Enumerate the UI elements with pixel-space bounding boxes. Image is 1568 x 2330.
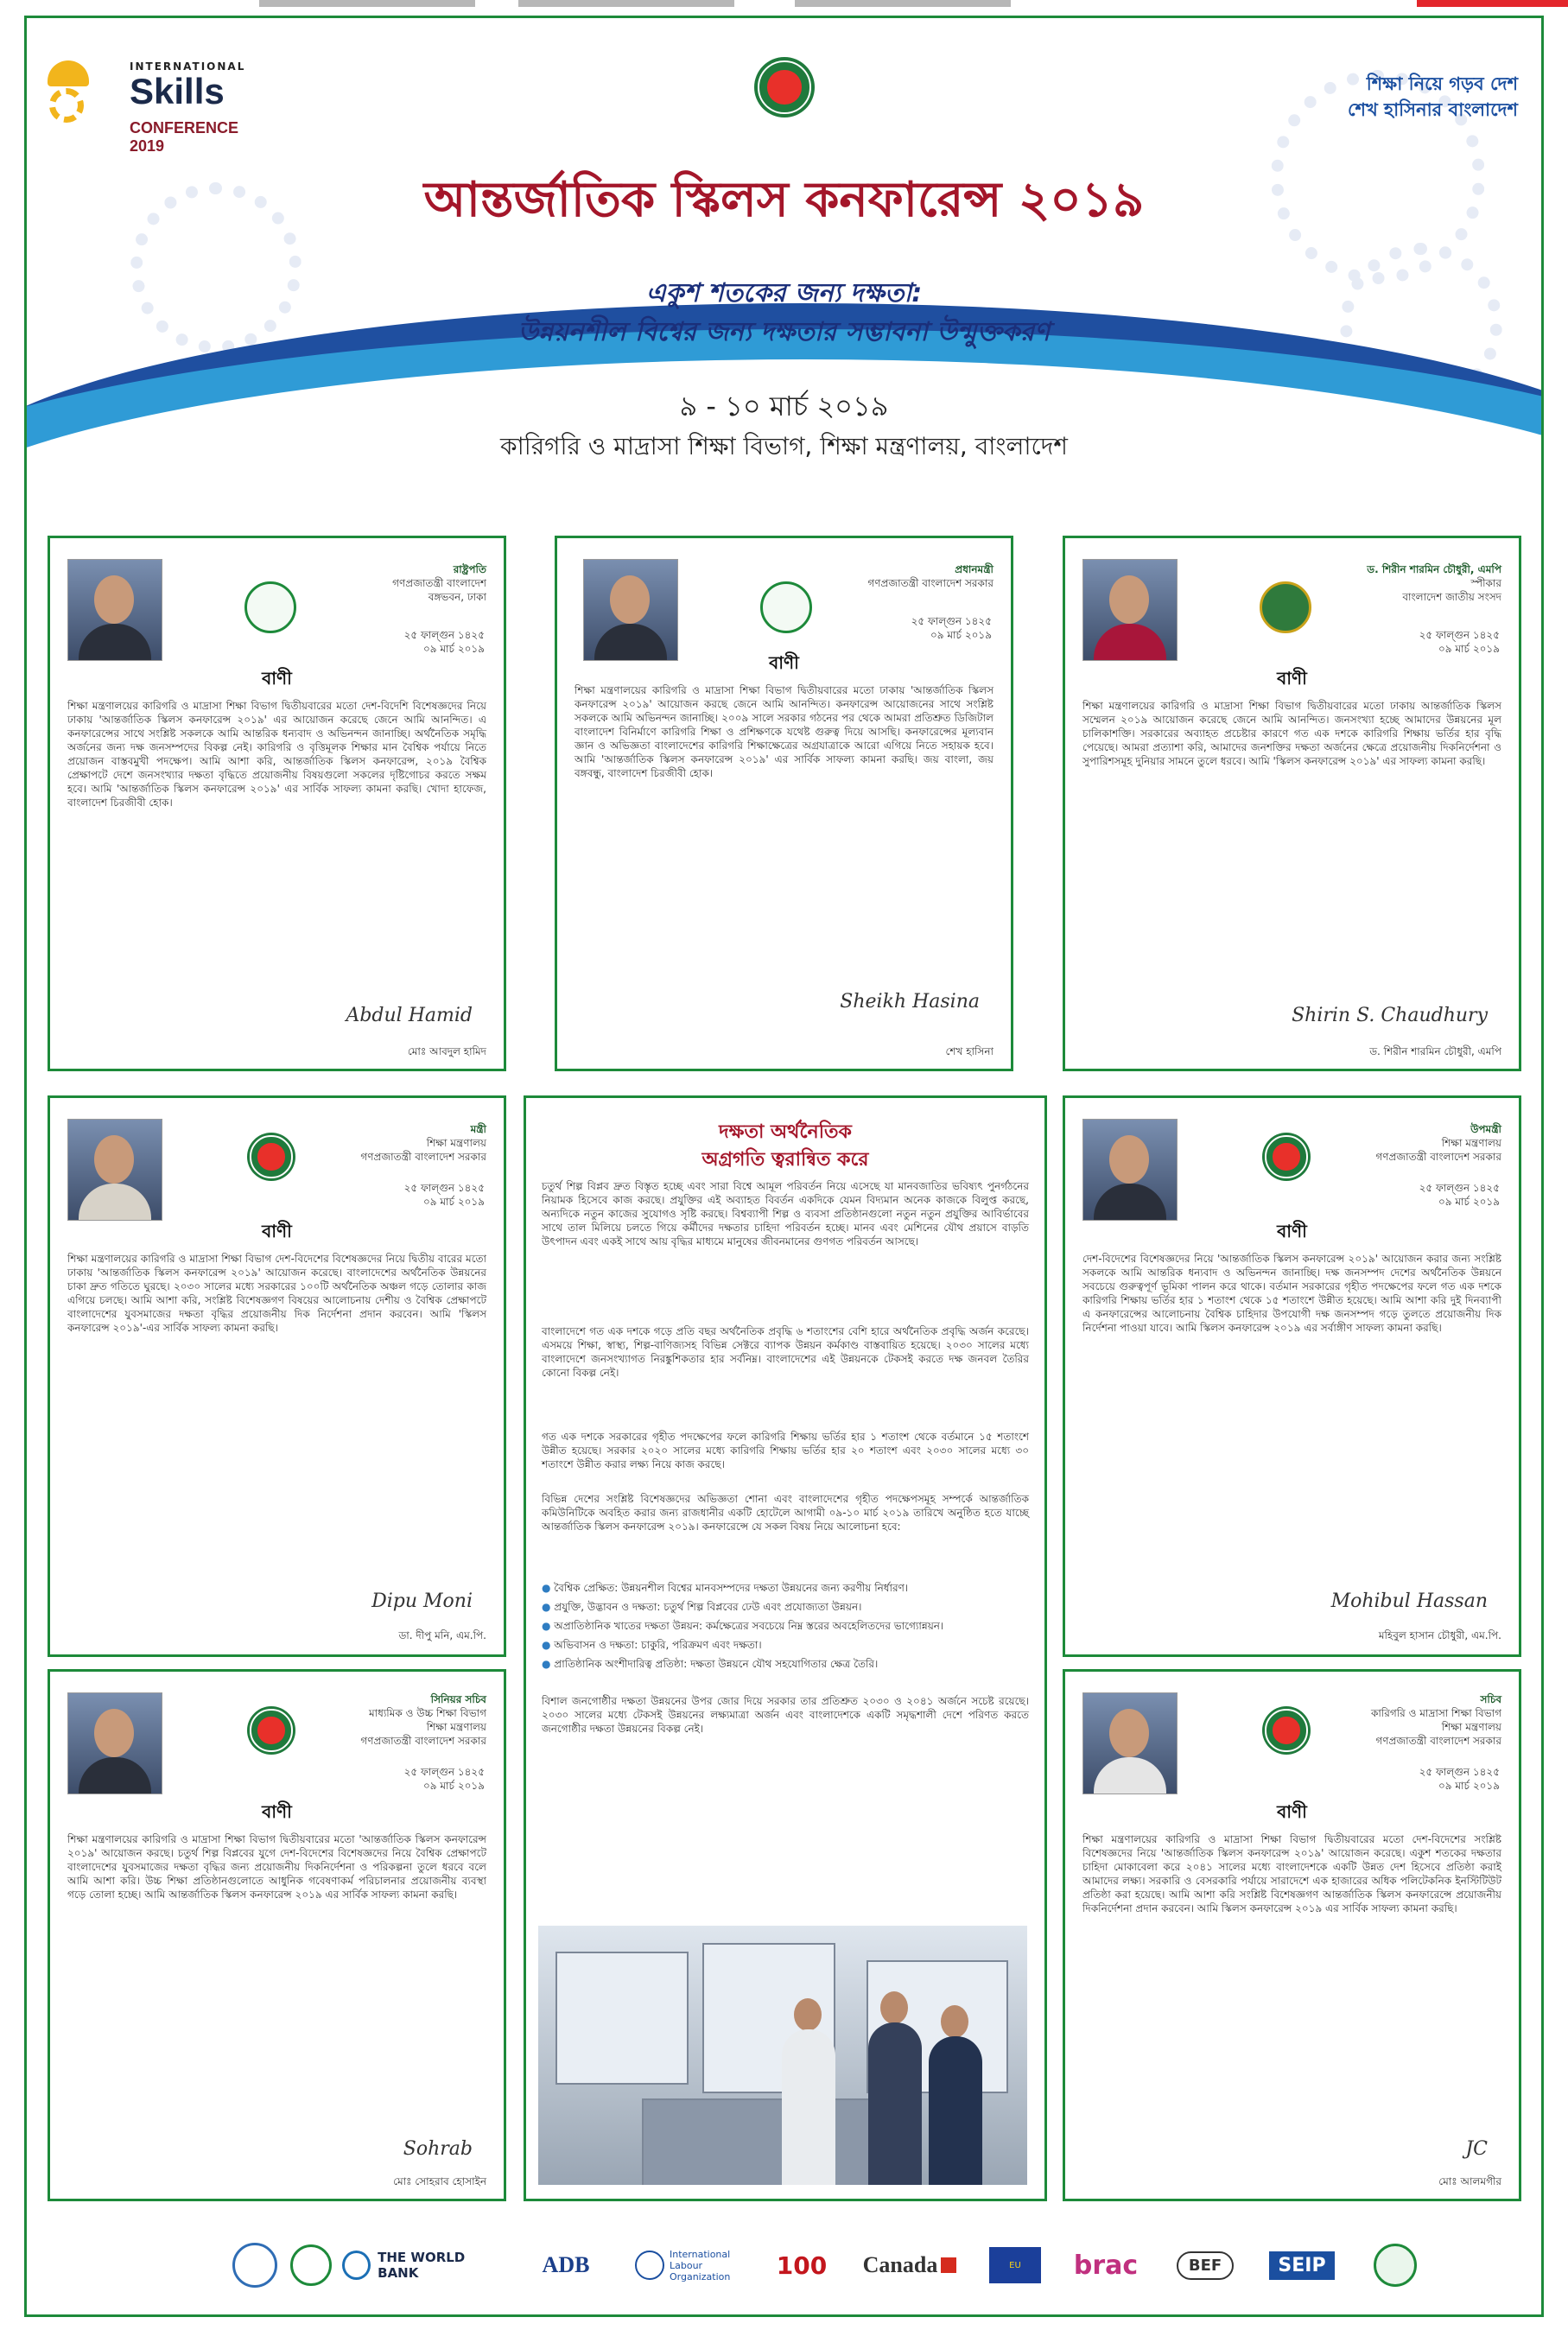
message-card-prime-minister: [555, 536, 1013, 1071]
role-block: প্রধানমন্ত্রী গণপ্রজাতন্ত্রী বাংলাদেশ সরকার: [867, 563, 993, 589]
message-heading: বাণী: [1277, 1801, 1307, 1822]
footer-logo-world-bank: THE WORLD BANK: [342, 2241, 506, 2289]
signature: Dipu Moni: [371, 1590, 473, 1612]
subtitle-line-2: উন্নয়নশীল বিশ্বের জন্য দক্ষতার সম্ভাবনা উন্মুক্তকরণ: [517, 317, 1051, 347]
signature: Sheikh Hasina: [840, 991, 980, 1013]
message-body: শিক্ষা মন্ত্রণালয়ের কারিগরি ও মাদ্রাসা শিক্ষা বিভাগ দ্বিতীয়বারের মতো দেশ-বিদেশি বিশেষজ্ঞদের নিয়ে ঢাকায় 'আন্তর্জাতিক স্কিলস কনফারেন্স ২০১৯' এর আয়োজন করেছে জেনে আমি আনন্দিত। এ কনফারেন্সের সাথে সংশ্লিষ্ট সকলকে আমি আন্তরিক ধন্যবাদ ও অভিনন্দন জানাচ্ছি। অর্থনৈতিক সমৃদ্ধি অর্জনের জন্য দক্ষ জনসম্পদের বিকল্প নেই। কারিগরি ও বৃত্তিমূলক শিক্ষার মান বৈশ্বিক পর্যায়ে নিতে প্রয়োজন বাস্তবমুখী পদক্ষেপ। আমি আশা করি, আন্তর্জাতিক স্কিলস কনফারেন্স, ২০১৯ বৈশ্বিক প্রেক্ষাপটে দেশে জনসংখ্যার দক্ষতা বৃদ্ধিতে প্রয়োজনীয় বিষয়গুলো সকলের দৃষ্টিগোচর করতে সক্ষম হবে। আমি 'আন্তর্জাতিক স্কিলস কনফারেন্স ২০১৯' এর সার্বিক সাফল্য কামনা করছি। খোদা হাফেজ, বাংলাদেশ চিরজীবী হোক।: [67, 700, 486, 809]
globe-icon: [342, 2251, 371, 2280]
footer-logo-emblem-1: [225, 2241, 285, 2289]
message-date: ২৫ ফাল্গুন ১৪২৫ ০৯ মার্চ ২০১৯: [1419, 629, 1500, 655]
portrait-photo: [1082, 1119, 1178, 1221]
center-article: [524, 1095, 1047, 2201]
signatory-name: ডা. দীপু মনি, এম.পি.: [398, 1629, 486, 1641]
message-date: ২৫ ফাল্গুন ১৪২৫ ০৯ মার্চ ২০১৯: [403, 1766, 485, 1792]
top-strip: [0, 0, 1568, 7]
message-date: ২৫ ফাল্গুন ১৪২৫ ০৯ মার্চ ২০১৯: [403, 1182, 485, 1208]
organizer: কারিগরি ও মাদ্রাসা শিক্ষা বিভাগ, শিক্ষা মন্ত্রণালয়, বাংলাদেশ: [500, 432, 1068, 460]
message-heading: বাণী: [262, 668, 292, 689]
gear-icon: [49, 88, 84, 123]
role-block: সচিব কারিগরি ও মাদ্রাসা শিক্ষা বিভাগ শিক্ষা মন্ত্রণালয় গণপ্রজাতন্ত্রী বাংলাদেশ সরকার: [1370, 1693, 1501, 1747]
list-item: ● অপ্রাতিষ্ঠানিক খাতের দক্ষতা উন্নয়ন: কর্মক্ষেত্রের সবচেয়ে নিম্ন স্তরের অবহেলিতদের ভাগ্যোন্নয়ন।: [542, 1616, 1029, 1635]
list-item: ● বৈশ্বিক প্রেক্ষিত: উন্নয়নশীল বিশ্বের মানবসম্পদের দক্ষতা উন্নয়নের জন্য করণীয় নির্ধারণ।: [542, 1578, 1029, 1597]
article-para-3: গত এক দশকে সরকারের গৃহীত পদক্ষেপের ফলে কারিগরি শিক্ষায় ভর্তির হার ১ শতাংশ থেকে বর্তমানে ১৫ শতাংশে উন্নীত হয়েছে। সরকার ২০২০ সালের মধ্যে কারিগরি শিক্ষায় ভর্তির হার ২০ শতাংশ এবং ২০৩০ সালের মধ্যে ৩০ শতাংশে উন্নীত করার লক্ষ্য নিয়ে কাজ করছে।: [542, 1431, 1029, 1470]
message-date: ২৫ ফাল্গুন ১৪২৫ ০৯ মার্চ ২০১৯: [1419, 1766, 1500, 1792]
message-heading: বাণী: [1277, 668, 1307, 689]
footer-logo-canada: Canada: [845, 2241, 974, 2289]
portrait-photo: [67, 559, 162, 661]
message-heading: বাণী: [1277, 1221, 1307, 1241]
signature: Mohibul Hassan: [1330, 1590, 1488, 1612]
signature: Abdul Hamid: [346, 1005, 473, 1026]
government-seal-icon: [247, 1706, 295, 1755]
emblem-icon: [244, 581, 296, 633]
message-card-deputy-minister: [1063, 1095, 1521, 1657]
signatory-name: ড. শিরীন শারমিন চৌধুরী, এমপি: [1369, 1045, 1501, 1057]
message-date: ২৫ ফাল্গুন ১৪২৫ ০৯ মার্চ ২০১৯: [1419, 1182, 1500, 1208]
footer-logo-ilo-100: 100: [776, 2251, 828, 2280]
list-item: ● প্রাতিষ্ঠানিক অংশীদারিত্ব প্রতিষ্ঠা: দক্ষতা উন্নয়নে যৌথ সহযোগিতার ক্ষেত্র তৈরি।: [542, 1654, 1029, 1673]
message-body: শিক্ষা মন্ত্রণালয়ের কারিগরি ও মাদ্রাসা শিক্ষা বিভাগ দ্বিতীয়বারের মতো ঢাকায় আন্তর্জাতিক স্কিলস সম্মেলন ২০১৯ আয়োজন করেছে জেনে আমি আনন্দিত। জনসংখ্যা হচ্ছে আমাদের উন্নয়নের মূল চালিকাশক্তি। সরকারের অব্যাহত প্রচেষ্টার কারণে গত এক দশকে কারিগরি শিক্ষায় ভর্তির হার বৃদ্ধি পেয়েছে। আমরা প্রত্যাশা করি, আমাদের জনশক্তির দক্ষতা অর্জনের ক্ষেত্রে প্রয়োজনীয় দিকনির্দেশনা ও সুপারিশসমূহ দুনিয়ার সামনে তুলে ধরবে। আমি 'স্কিলস কনফারেন্স ২০১৯' এর সাফল্য কামনা করছি।: [1082, 700, 1501, 767]
message-body: শিক্ষা মন্ত্রণালয়ের কারিগরি ও মাদ্রাসা শিক্ষা বিভাগ দ্বিতীয়বারের মতো দেশ-বিদেশের সংশ্লিষ্ট বিশেষজ্ঞদের নিয়ে 'আন্তর্জাতিক স্কিলস কনফারেন্স ২০১৯' আয়োজন করেছে। একুশ শতকের দক্ষতার চাহিদা মোকাবেলা করে ২০৪১ সালের মধ্যে বাংলাদেশকে একটি উন্নত দেশ হিসেবে প্রতিষ্ঠা করাই আমাদের লক্ষ্য। সরকারি ও বেসরকারি পর্যায়ে সারাদেশে এক হাজারের অধিক পলিটেকনিক ইনস্টিটিউট প্রতিষ্ঠা করা হয়েছে। আমি আশা করি সংশ্লিষ্ট বিশেষজ্ঞগণ আন্তর্জাতিক স্কিলস কনফারেন্সে প্রয়োজনীয় দিকনির্দেশনা প্রদান করবেন। আমি স্কিলস কনফারেন্স ২০১৯ এর সার্বিক সাফল্য কামনা করছি।: [1082, 1833, 1501, 1914]
footer-logo-emblem-4: [1365, 2241, 1425, 2289]
signatory-name: মোঃ সোহরাব হোসাইন: [393, 2175, 486, 2187]
role-block: সিনিয়র সচিব মাধ্যমিক ও উচ্চ শিক্ষা বিভাগ শিক্ষা মন্ত্রণালয় গণপ্রজাতন্ত্রী বাংলাদেশ সরকার: [360, 1693, 486, 1747]
article-para-2: বাংলাদেশে গত এক দশকে গড়ে প্রতি বছর অর্থনৈতিক প্রবৃদ্ধি ৬ শতাংশের বেশি হারে অর্থনৈতিক প্রবৃদ্ধি অর্জন করেছে। এসময়ে শিক্ষা, স্বাস্থ্য, শিল্প-বাণিজ্যসহ বিভিন্ন সেক্টরে ব্যাপক উন্নয়ন কর্মকাণ্ড বাস্তবায়িত হয়েছে। ২০৩০ সালের মধ্যে বাংলাদেশে জনসংখ্যাগত নিরঙ্কুশিকতার হার সর্বনিম্ন। বাংলাদেশের এই উন্নয়নকে টেকসই করতে দক্ষ জনবল তৈরির কোনো বিকল্প নেই।: [542, 1325, 1029, 1379]
message-body: শিক্ষা মন্ত্রণালয়ের কারিগরি ও মাদ্রাসা শিক্ষা বিভাগ দ্বিতীয়বারের মতো 'আন্তর্জাতিক স্কিলস কনফারেন্স ২০১৯' আয়োজন করছে। চতুর্থ শিল্প বিপ্লবের যুগে দেশ-বিদেশের বিশেষজ্ঞদের নিয়ে বৈশ্বিক প্রেক্ষাপটে বাংলাদেশের যুবসমাজের দক্ষতা বৃদ্ধির জন্য প্রয়োজনীয় দিকনির্দেশনা ও পরিকল্পনা তুলে ধরবে বলে আমি আশা করি। উচ্চ শিক্ষা প্রতিষ্ঠানগুলোতে আধুনিক গবেষণাকর্ম পরিচালনার প্রয়োজনীয় ব্যবস্থা গড়ে তোলা হচ্ছে। আমি আন্তর্জাতিক স্কিলস কনফারেন্স ২০১৯ এর সার্বিক সাফল্য কামনা করছি।: [67, 1833, 486, 1901]
message-heading: বাণী: [769, 652, 799, 673]
emblem-icon: [1260, 581, 1311, 633]
footer-logo-ilo: International Labour Organization: [622, 2241, 760, 2289]
article-para-4: বিভিন্ন দেশের সংশ্লিষ্ট বিশেষজ্ঞদের অভিজ্ঞতা শোনা এবং বাংলাদেশের গৃহীত পদক্ষেপসমূহ সম্পর্কে আন্তর্জাতিক কমিউনিটিকে অবহিত করার জন্য রাজধানীর একটি হোটেলে আগামী ০৯-১০ মার্চ ২০১৯ তারিখে অনুষ্ঠিত হতে যাচ্ছে আন্তর্জাতিক স্কিলস কনফারেন্স ২০১৯। কনফারেন্সে যে সকল বিষয় নিয়ে আলোচনা হবে:: [542, 1493, 1029, 1533]
government-seal-icon: [1262, 1133, 1311, 1181]
signatory-name: মহিবুল হাসান চৌধুরী, এম.পি.: [1378, 1629, 1501, 1641]
government-seal-icon: [754, 57, 815, 117]
footer-logo-seip: SEIP: [1254, 2241, 1349, 2289]
article-para-5: বিশাল জনগোষ্ঠীর দক্ষতা উন্নয়নের উপর জোর দিয়ে সরকার তার প্রতিশ্রুত ২০৩০ ও ২০৪১ অর্জনে সচেষ্ট রয়েছে। ২০৩০ সালের মধ্যে টেকসই উন্নয়নের লক্ষ্যমাত্রা অর্জন এবং বাংলাদেশকে একটি সমৃদ্ধশালী দেশে পরিণত করতে জনগোষ্ঠীর দক্ষতা উন্নয়নের বিকল্প নেই।: [542, 1695, 1029, 1735]
portrait-photo: [1082, 1692, 1178, 1794]
footer-logo-brac: brac: [1073, 2250, 1139, 2281]
skills-conference-logo: INTERNATIONAL Skills CONFERENCE 2019: [48, 52, 263, 147]
signatory-name: শেখ হাসিনা: [945, 1045, 993, 1057]
motto: [1348, 71, 1518, 123]
footer-logo-eu: EU: [985, 2241, 1045, 2289]
signature: JC: [1465, 2138, 1488, 2160]
message-card-secretary: [1063, 1669, 1521, 2201]
role-block: মন্ত্রী শিক্ষা মন্ত্রণালয় গণপ্রজাতন্ত্রী বাংলাদেশ সরকার: [360, 1123, 486, 1163]
maple-leaf-icon: [941, 2257, 956, 2273]
footer-logo-adb: ADB: [542, 2252, 590, 2277]
message-card-speaker: [1063, 536, 1521, 1071]
government-seal-icon: [247, 1133, 295, 1181]
list-item: ● অভিবাসন ও দক্ষতা: চাকুরি, পরিক্রমণ এবং দক্ষতা।: [542, 1635, 1029, 1654]
emblem-icon: [760, 581, 812, 633]
role-block: উপমন্ত্রী শিক্ষা মন্ত্রণালয় গণপ্রজাতন্ত্রী বাংলাদেশ সরকার: [1375, 1123, 1501, 1163]
lab-photo: [538, 1926, 1027, 2185]
subtitle-line-1: একুশ শতকের জন্য দক্ষতা:: [645, 278, 923, 308]
role-block: রাষ্ট্রপতি গণপ্রজাতন্ত্রী বাংলাদেশ বঙ্গভবন, ঢাকা: [392, 563, 486, 603]
footer-logo-emblem-2: [285, 2241, 337, 2289]
conference-date: ৯ - ১০ মার্চ ২০১৯: [679, 390, 889, 422]
signatory-name: মোঃ আলমগীর: [1438, 2175, 1501, 2187]
message-body: শিক্ষা মন্ত্রণালয়ের কারিগরি ও মাদ্রাসা শিক্ষা বিভাগ দেশ-বিদেশের বিশেষজ্ঞদের নিয়ে দ্বিতীয় বারের মতো ঢাকায় 'আন্তর্জাতিক স্কিলস কনফারেন্স ২০১৯' আয়োজন করেছে। বাংলাদেশের অর্থনৈতিক উন্নয়নের চাকা দ্রুত গতিতে ঘুরছে। ২০৩০ সালের মধ্যে সরকারের ১০০টি অর্থনৈতিক অঞ্চল গড়ে তোলার কাজ এগিয়ে চলছে। আমি আশা করি, সংশ্লিষ্ট বিশেষজ্ঞগণ বিষয়ের আলোচনায় দেশীয় ও বৈশ্বিক প্রেক্ষাপটে বাংলাদেশের যুবসমাজের দক্ষতা বৃদ্ধির প্রয়োজনীয় দিক নির্দেশনা প্রদান করবেন। আমি 'স্কিলস কনফারেন্স ২০১৯'-এর সার্বিক সাফল্য কামনা করছি।: [67, 1253, 486, 1334]
message-heading: বাণী: [262, 1221, 292, 1241]
portrait-photo: [583, 559, 678, 661]
conference-title: আন্তর্জাতিক স্কিলস কনফারেন্স ২০১৯: [423, 171, 1145, 228]
signature: Shirin S. Chaudhury: [1292, 1005, 1488, 1026]
article-para-1: চতুর্থ শিল্প বিপ্লব দ্রুত বিস্তৃত হচ্ছে এবং সারা বিশ্বে আমূল পরিবর্তন নিয়ে এসেছে যা মানবজাতির ভবিষ্যৎ পুনর্গঠনের নিয়ামক হিসেবে কাজ করছে। প্রযুক্তির এই অব্যাহত বিবর্তন একদিকে যেমন বিদ্যমান অনেক কাজকে বিলুপ্ত করছে, অন্যদিকে নতুন কাজের সুযোগও সৃষ্টি করছে। বিশ্বব্যাপী শিল্প ও ব্যবসা প্রতিষ্ঠানগুলো নতুন নতুন প্রযুক্তির আবির্ভাবের সাথে তাল মিলিয়ে চলতে গিয়ে কর্মীদের দক্ষতার চাহিদা পরিবর্তন হচ্ছে। মানব এবং মেশিনের যৌথ প্রয়াসে বাড়তি উৎপাদন এবং একই সাথে আয় বৃদ্ধির মাধ্যমে মানুষের জীবনমানের গুণগত পরিবর্তন আসছে।: [542, 1180, 1029, 1248]
message-card-senior-secretary: [48, 1669, 506, 2201]
helmet-icon: [48, 60, 89, 86]
message-body: শিক্ষা মন্ত্রণালয়ের কারিগরি ও মাদ্রাসা শিক্ষা বিভাগ দ্বিতীয়বারের মতো ঢাকায় 'আন্তর্জাতিক স্কিলস কনফারেন্স ২০১৯' আয়োজন করছে জেনে আমি আনন্দিত। কনফারেন্স আয়োজনের সাথে সংশ্লিষ্ট সকলকে আমি অভিনন্দন জানাচ্ছি। ২০০৯ সালে সরকার গঠনের পর থেকে আমরা প্রতিশ্রুত ডিজিটাল বাংলাদেশ বিনির্মাণে কারিগরি শিক্ষা ও প্রশিক্ষণকে যথেষ্ট গুরুত্ব দিয়ে আসছি। কনফারেন্সের মূল্যবান জ্ঞান ও অভিজ্ঞতা বাংলাদেশের কারিগরি শিক্ষাক্ষেত্রের অগ্রযাত্রাকে আরো এগিয়ে নিতে সহায়ক হবে। আমি 'আন্তর্জাতিক স্কিলস কনফারেন্স ২০১৯' এর সার্বিক সাফল্য কামনা করছি। জয় বাংলা, জয় বঙ্গবন্ধু, বাংলাদেশ চিরজীবী হোক।: [575, 684, 993, 779]
ilo-icon: [635, 2251, 664, 2280]
topics-list: [542, 1578, 1029, 1673]
motto-line-2: শেখ হাসিনার বাংলাদেশ: [1348, 99, 1518, 120]
role-block: ড. শিরীন শারমিন চৌধুরী, এমপি স্পীকার বাংলাদেশ জাতীয় সংসদ: [1367, 563, 1501, 603]
article-heading-2: অগ্রগতি ত্বরান্বিত করে: [701, 1149, 869, 1171]
signature: Sohrab: [403, 2138, 473, 2160]
message-heading: বাণী: [262, 1801, 292, 1822]
message-card-education-minister: [48, 1095, 506, 1657]
message-card-president: [48, 536, 506, 1071]
footer-logo-bef: BEF: [1166, 2241, 1244, 2289]
portrait-photo: [67, 1692, 162, 1794]
list-item: ● প্রযুক্তি, উদ্ভাবন ও দক্ষতা: চতুর্থ শিল্প বিপ্লবের ঢেউ এবং প্রযোজ্যতা উন্নয়ন।: [542, 1597, 1029, 1616]
signatory-name: মোঃ আবদুল হামিদ: [407, 1045, 486, 1057]
message-body: দেশ-বিদেশের বিশেষজ্ঞদের নিয়ে 'আন্তর্জাতিক স্কিলস কনফারেন্স ২০১৯' আয়োজন করার জন্য সংশ্লিষ্ট সকলকে আমি আন্তরিক ধন্যবাদ ও অভিনন্দন জানাচ্ছি। দক্ষ জনসম্পদ দেশের অর্থনৈতিক উন্নয়নে সবচেয়ে গুরুত্বপূর্ণ ভূমিকা পালন করে থাকে। বর্তমান সরকারের গৃহীত পদক্ষেপের ফলে গত এক দশকে কারিগরি শিক্ষায় ভর্তির হার ১ শতাংশ থেকে ১৫ শতাংশে উন্নীত হয়েছে। আমি আশা করি দুই দিনব্যাপী এ কনফারেন্সের আলোচনায় বৈশ্বিক চাহিদার উপযোগী দক্ষ জনসম্পদ গড়ে তুলতে প্রয়োজনীয় দিক নির্দেশনা পাওয়া যাবে। আমি স্কিলস কনফারেন্স ২০১৯ এর সর্বাঙ্গীণ সাফল্য কামনা করছি।: [1082, 1253, 1501, 1334]
government-seal-icon: [1262, 1706, 1311, 1755]
message-date: ২৫ ফাল্গুন ১৪২৫ ০৯ মার্চ ২০১৯: [403, 629, 485, 655]
motto-line-1: শিক্ষা নিয়ে গড়ব দেশ: [1366, 73, 1518, 94]
article-heading-1: দক্ষতা অর্থনৈতিক: [719, 1121, 852, 1143]
portrait-photo: [67, 1119, 162, 1221]
portrait-photo: [1082, 559, 1178, 661]
message-date: ২৫ ফাল্গুন ১৪২৫ ০৯ মার্চ ২০১৯: [911, 615, 992, 641]
